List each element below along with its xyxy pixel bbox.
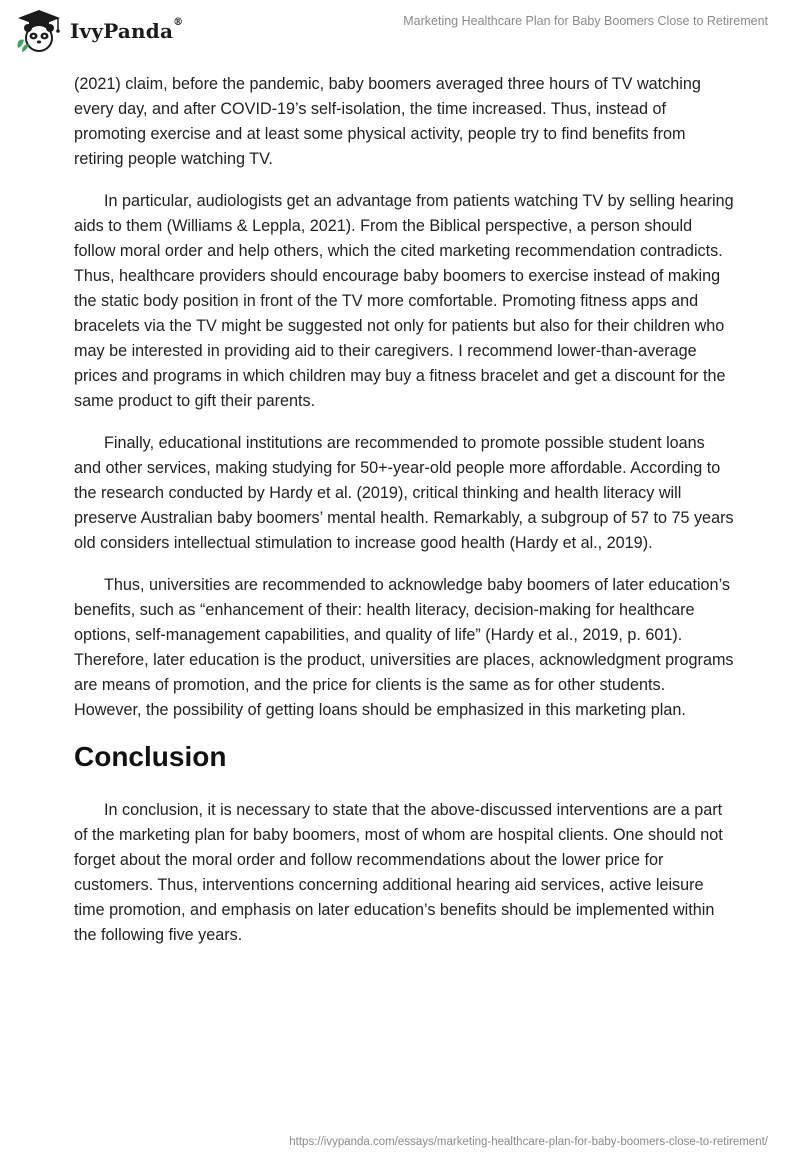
conclusion-heading: Conclusion bbox=[74, 741, 227, 772]
document-title: Marketing Healthcare Plan for Baby Boomers Close to Retirement bbox=[403, 14, 768, 28]
brand-name: IvyPanda® bbox=[70, 17, 184, 43]
paragraph-2: In particular, audiologists get an advantage from patients watching TV by selling hearing aids to them (Williams & Leppla, 2021). From the Biblical perspective, a person should follow moral order and help others, which the cited marketing recommendation contradicts. Thus, healthcare providers should encourage baby boomers to exercise instead of making the static body position in front of the TV more comfortable. Promoting fitness apps and bracelets via the TV might be suggested not only for patients but also for their children who may be interested in providing aid to their caregivers. I recommend lower-than-average prices and programs in which children may buy a fitness bracelet and get a discount for the same product to gift their parents. bbox=[74, 192, 734, 410]
paragraph-1: (2021) claim, before the pandemic, baby boomers averaged three hours of TV watching every day, and after COVID-19’s self-isolation, the time increased. Thus, instead of promoting exercise and at least some physical activity, people try to find benefits from retiring people watching TV. bbox=[74, 75, 701, 168]
panda-graduate-icon bbox=[14, 8, 64, 54]
brand-logo[interactable] bbox=[14, 8, 183, 54]
page-header bbox=[0, 0, 800, 62]
paragraph-4: Thus, universities are recommended to acknowledge baby boomers of later education’s benefits, such as “enhancement of their: health literacy, decision-making for healthcare options, self-management capabilities, and quality of life” (Hardy et al., 2019, p. 601). Therefore, later education is the product, universities are places, acknowledgment programs are means of promotion, and the price for clients is the same as for other students. However, the possibility of getting loans should be emphasized in this marketing plan. bbox=[74, 576, 734, 719]
paragraph-3: Finally, educational institutions are recommended to promote possible student loans and other services, making studying for 50+-year-old people more affordable. According to the research conducted by Hardy et al. (2019), critical thinking and health literacy will preserve Australian baby boomers’ mental health. Remarkably, a subgroup of 57 to 75 years old considers intellectual stimulation to increase good health (Hardy et al., 2019). bbox=[74, 434, 734, 552]
source-url-link[interactable]: https://ivypanda.com/essays/marketing-healthcare-plan-for-baby-boomers-close-to-retirement/ bbox=[289, 1136, 768, 1148]
conclusion-paragraph: In conclusion, it is necessary to state that the above-discussed interventions are a part of the marketing plan for baby boomers, most of whom are hospital clients. One should not forget about the moral order and follow recommendations about the lower price for customers. Thus, interventions concerning additional hearing aid services, active leisure time promotion, and emphasis on later education’s benefits should be implemented within the following five years. bbox=[74, 801, 723, 944]
essay-body bbox=[74, 72, 734, 965]
